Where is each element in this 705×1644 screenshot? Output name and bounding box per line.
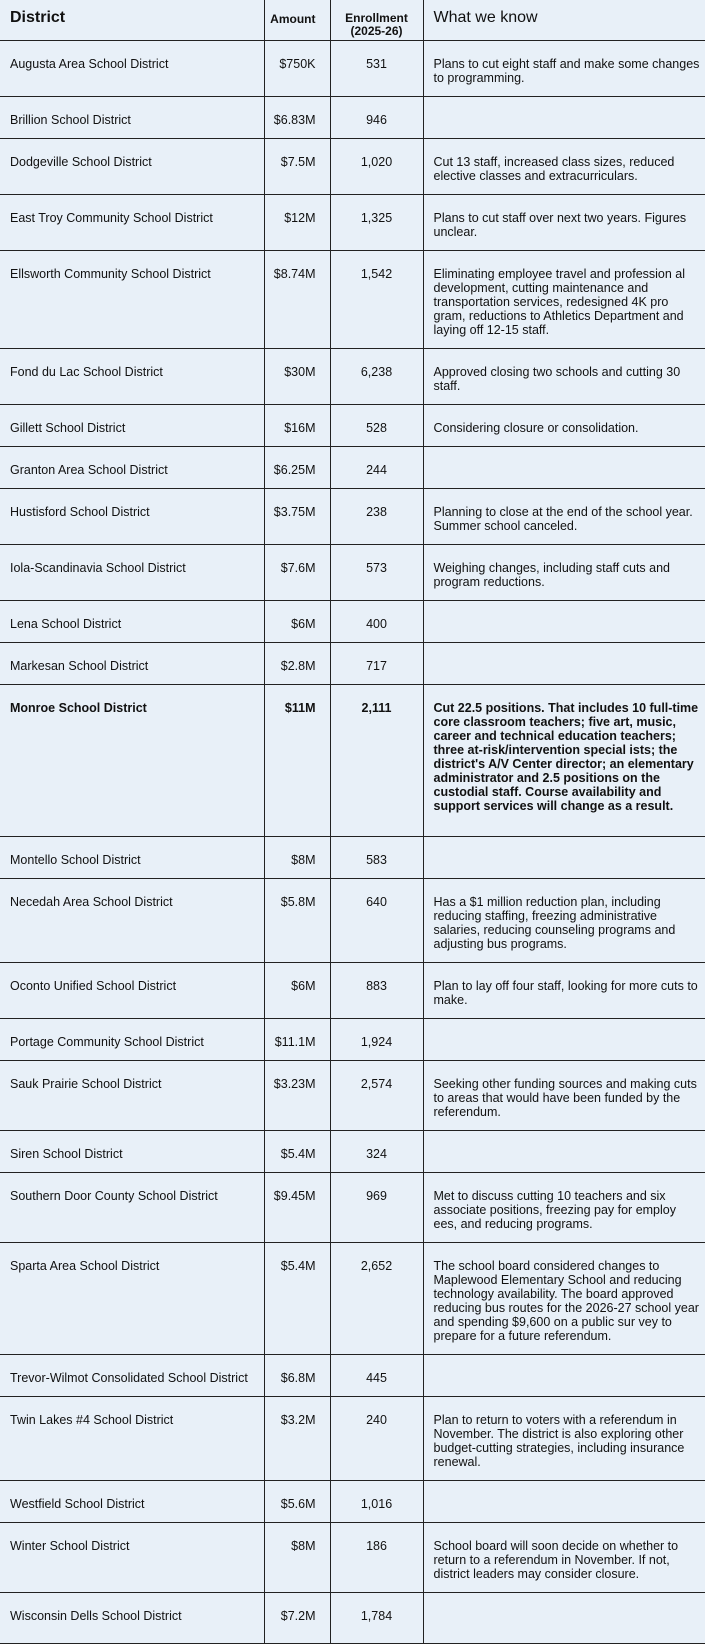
enrollment-cell: 1,784 [330, 1593, 423, 1644]
what-we-know-cell [423, 601, 705, 643]
amount-cell: $8M [264, 1523, 330, 1593]
amount-cell: $3.23M [264, 1061, 330, 1131]
enrollment-cell: 531 [330, 41, 423, 97]
enrollment-cell: 2,652 [330, 1243, 423, 1355]
what-we-know-cell: Cut 22.5 positions. That includes 10 full-time core classroom teachers; five art, music, career and technical education teachers; three at-risk/intervention special ists; the district's A/V Center director; an elementary administrator and 2.5 positions on the custodial staff. Course availability and support services will change as a result. [423, 685, 705, 837]
table-row [0, 1019, 705, 1061]
table-row [0, 685, 705, 837]
district-cell: Augusta Area School District [0, 41, 264, 97]
enrollment-cell: 400 [330, 601, 423, 643]
table-row [0, 643, 705, 685]
amount-cell: $6M [264, 601, 330, 643]
amount-cell: $12M [264, 195, 330, 251]
enrollment-cell: 238 [330, 489, 423, 545]
enrollment-cell: 2,574 [330, 1061, 423, 1131]
what-we-know-cell [423, 837, 705, 879]
header-what-we-know: What we know [423, 0, 705, 41]
what-we-know-cell: Has a $1 million reduction plan, including reducing staffing, freezing administrative salaries, reducing counseling programs and adjusting bus programs. [423, 879, 705, 963]
amount-cell: $5.4M [264, 1243, 330, 1355]
district-cell: Iola-Scandinavia School District [0, 545, 264, 601]
amount-cell: $6M [264, 963, 330, 1019]
enrollment-cell: 946 [330, 97, 423, 139]
district-cell: Hustisford School District [0, 489, 264, 545]
amount-cell: $3.2M [264, 1397, 330, 1481]
enrollment-cell: 883 [330, 963, 423, 1019]
amount-cell: $7.6M [264, 545, 330, 601]
enrollment-cell: 1,016 [330, 1481, 423, 1523]
table-row [0, 41, 705, 97]
table-row [0, 405, 705, 447]
what-we-know-cell: Eliminating employee travel and profession al development, cutting maintenance and transportation services, redesigned 4K pro gram, reductions to Athletics Department and laying off 12-15 staff. [423, 251, 705, 349]
amount-cell: $9.45M [264, 1173, 330, 1243]
table-row [0, 1523, 705, 1593]
amount-cell: $7.5M [264, 139, 330, 195]
enrollment-cell: 528 [330, 405, 423, 447]
amount-cell: $11M [264, 685, 330, 837]
amount-cell: $11.1M [264, 1019, 330, 1061]
table-row [0, 545, 705, 601]
enrollment-cell: 445 [330, 1355, 423, 1397]
district-cell: Ellsworth Community School District [0, 251, 264, 349]
district-cell: Brillion School District [0, 97, 264, 139]
amount-cell: $6.8M [264, 1355, 330, 1397]
what-we-know-cell: Weighing changes, including staff cuts and program reductions. [423, 545, 705, 601]
amount-cell: $5.6M [264, 1481, 330, 1523]
enrollment-cell: 717 [330, 643, 423, 685]
enrollment-cell: 2,111 [330, 685, 423, 837]
what-we-know-cell: Plan to return to voters with a referendum in November. The district is also exploring other budget-cutting strategies, including insurance renewal. [423, 1397, 705, 1481]
what-we-know-cell: The school board considered changes to Maplewood Elementary School and reducing technology availability. The board approved reducing bus routes for the 2026-27 school year and spending $9,600 on a public sur vey to prepare for a future referendum. [423, 1243, 705, 1355]
amount-cell: $3.75M [264, 489, 330, 545]
what-we-know-cell [423, 1593, 705, 1644]
table-row [0, 349, 705, 405]
enrollment-cell: 1,542 [330, 251, 423, 349]
district-cell: Sauk Prairie School District [0, 1061, 264, 1131]
enrollment-cell: 1,924 [330, 1019, 423, 1061]
table-row [0, 251, 705, 349]
what-we-know-cell: School board will soon decide on whether to return to a referendum in November. If not, district leaders may consider closure. [423, 1523, 705, 1593]
amount-cell: $8.74M [264, 251, 330, 349]
what-we-know-cell: Met to discuss cutting 10 teachers and six associate positions, freezing pay for employ ees, and reducing programs. [423, 1173, 705, 1243]
what-we-know-cell: Considering closure or consolidation. [423, 405, 705, 447]
district-cell: Southern Door County School District [0, 1173, 264, 1243]
table-row [0, 1131, 705, 1173]
district-cell: Wisconsin Dells School District [0, 1593, 264, 1644]
what-we-know-cell: Plan to lay off four staff, looking for more cuts to make. [423, 963, 705, 1019]
district-cell: Dodgeville School District [0, 139, 264, 195]
enrollment-cell: 6,238 [330, 349, 423, 405]
amount-cell: $8M [264, 837, 330, 879]
amount-cell: $750K [264, 41, 330, 97]
table-row [0, 1593, 705, 1644]
table-row [0, 139, 705, 195]
district-cell: Markesan School District [0, 643, 264, 685]
table-row [0, 1481, 705, 1523]
header-row [0, 0, 705, 41]
enrollment-cell: 573 [330, 545, 423, 601]
what-we-know-cell [423, 447, 705, 489]
table-row [0, 837, 705, 879]
header-enrollment: Enrollment (2025-26) [330, 0, 423, 41]
what-we-know-cell: Plans to cut staff over next two years. Figures unclear. [423, 195, 705, 251]
what-we-know-cell [423, 1481, 705, 1523]
district-cell: Gillett School District [0, 405, 264, 447]
district-cell: Sparta Area School District [0, 1243, 264, 1355]
table-row [0, 447, 705, 489]
district-cell: Twin Lakes #4 School District [0, 1397, 264, 1481]
district-cell: Siren School District [0, 1131, 264, 1173]
what-we-know-cell [423, 97, 705, 139]
enrollment-cell: 1,020 [330, 139, 423, 195]
table-row [0, 601, 705, 643]
amount-cell: $16M [264, 405, 330, 447]
enrollment-cell: 640 [330, 879, 423, 963]
district-cell: Trevor-Wilmot Consolidated School District [0, 1355, 264, 1397]
what-we-know-cell: Plans to cut eight staff and make some changes to programming. [423, 41, 705, 97]
what-we-know-cell: Planning to close at the end of the school year. Summer school canceled. [423, 489, 705, 545]
table-row [0, 195, 705, 251]
table-row [0, 1243, 705, 1355]
header-amount: Amount [264, 0, 330, 41]
table-row [0, 1355, 705, 1397]
district-cell: Winter School District [0, 1523, 264, 1593]
what-we-know-cell: Approved closing two schools and cutting 30 staff. [423, 349, 705, 405]
amount-cell: $6.83M [264, 97, 330, 139]
table-row [0, 963, 705, 1019]
what-we-know-cell [423, 1019, 705, 1061]
enrollment-cell: 324 [330, 1131, 423, 1173]
enrollment-cell: 240 [330, 1397, 423, 1481]
amount-cell: $2.8M [264, 643, 330, 685]
amount-cell: $6.25M [264, 447, 330, 489]
what-we-know-cell [423, 1355, 705, 1397]
district-cell: Westfield School District [0, 1481, 264, 1523]
table-row [0, 1397, 705, 1481]
district-cell: Monroe School District [0, 685, 264, 837]
enrollment-cell: 186 [330, 1523, 423, 1593]
amount-cell: $7.2M [264, 1593, 330, 1644]
amount-cell: $5.4M [264, 1131, 330, 1173]
table-row [0, 1061, 705, 1131]
what-we-know-cell [423, 643, 705, 685]
table-row [0, 1173, 705, 1243]
district-cell: Portage Community School District [0, 1019, 264, 1061]
table-row [0, 97, 705, 139]
what-we-know-cell: Cut 13 staff, increased class sizes, reduced elective classes and extracurriculars. [423, 139, 705, 195]
table-row [0, 879, 705, 963]
district-cell: Oconto Unified School District [0, 963, 264, 1019]
header-district: District [0, 0, 264, 41]
enrollment-cell: 244 [330, 447, 423, 489]
enrollment-cell: 583 [330, 837, 423, 879]
table-row [0, 489, 705, 545]
district-cell: Granton Area School District [0, 447, 264, 489]
district-cell: Lena School District [0, 601, 264, 643]
district-cell: Necedah Area School District [0, 879, 264, 963]
district-cell: Fond du Lac School District [0, 349, 264, 405]
what-we-know-cell: Seeking other funding sources and making cuts to areas that would have been funded by the referendum. [423, 1061, 705, 1131]
enrollment-cell: 1,325 [330, 195, 423, 251]
amount-cell: $30M [264, 349, 330, 405]
table-body [0, 41, 705, 1644]
district-cell: Montello School District [0, 837, 264, 879]
enrollment-cell: 969 [330, 1173, 423, 1243]
amount-cell: $5.8M [264, 879, 330, 963]
what-we-know-cell [423, 1131, 705, 1173]
district-cell: East Troy Community School District [0, 195, 264, 251]
